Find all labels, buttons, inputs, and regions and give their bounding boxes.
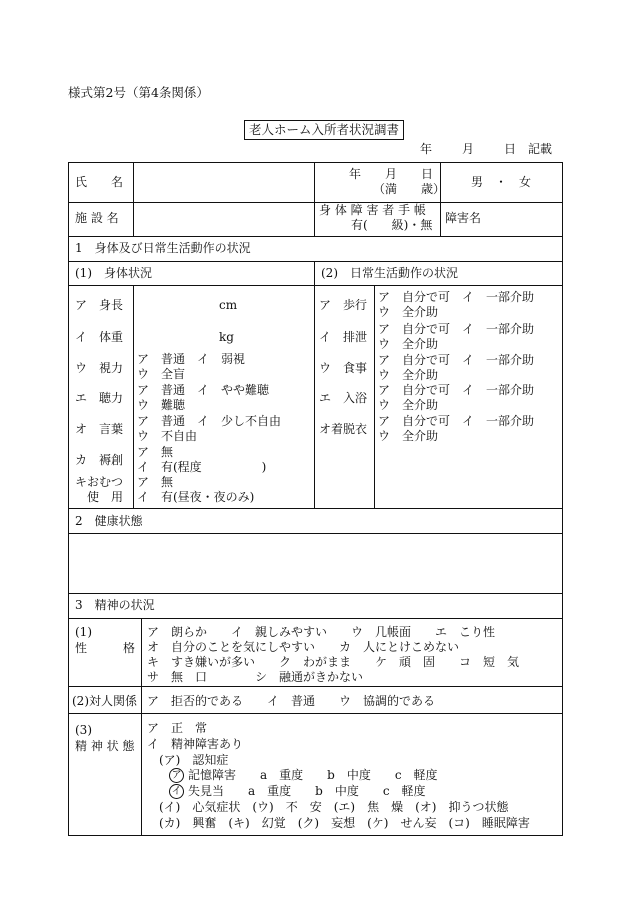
age-label: （満 歳）: [373, 182, 446, 196]
adl-item-options: ウ 全介助: [378, 305, 439, 319]
adl-item-options: ウ 全介助: [378, 368, 439, 382]
section3-title: 3 精神の状況: [75, 598, 155, 612]
disorientation-text: 失見当 a 重度 b 中度 c 軽度: [188, 784, 426, 798]
adl-item-options: ア 自分で可 イ 一部介助: [378, 322, 535, 336]
adl-item-label: イ 排泄: [319, 330, 368, 344]
document-title: 老人ホーム入所者状況調書: [244, 120, 404, 140]
body-item-options: イ 有(程度 ): [137, 460, 267, 474]
body-status-heading: (1) 身体状況: [75, 266, 152, 280]
adl-item-label: オ着脱衣: [319, 422, 368, 436]
body-item-options: イ 有(昼夜・夜のみ): [137, 490, 255, 504]
section2-title: 2 健康状態: [75, 514, 143, 528]
mental-option-line: ア 正 常: [147, 721, 208, 735]
body-item-options: ウ 不自由: [137, 429, 198, 443]
mental-option-line: [169, 768, 438, 783]
mental-option-line: (イ) 心気症状 (ウ) 不 安 (エ) 焦 燥 (オ) 抑うつ状態: [159, 800, 509, 814]
body-item-options: ウ 難聴: [137, 398, 186, 412]
body-item-label: オ 言葉: [75, 422, 124, 436]
mental-option-line: イ 精神障害あり: [147, 737, 244, 751]
disability-cert-label: 身 体 障 害 者 手 帳: [319, 203, 426, 217]
personality-option-line: オ 自分のことを気にしやすい カ 人にとけこめない: [147, 640, 460, 654]
mental-option-line: (カ) 興奮 (キ) 幻覚 (ク) 妄想 (ケ) せん妄 (コ) 睡眠障害: [159, 816, 530, 830]
disability-name-label: 障害名: [445, 211, 482, 225]
date-day: 日: [504, 142, 517, 156]
body-item-label: カ 褥創: [75, 453, 124, 467]
facility-label: 施 設 名: [75, 211, 119, 225]
relations-label: (2)対人関係: [72, 694, 137, 708]
section1-title: 1 身体及び日常生活動作の状況: [75, 241, 251, 255]
sex-options: 男 ・ 女: [471, 175, 532, 189]
body-item-label: 使 用: [87, 490, 124, 504]
adl-item-options: ウ 全介助: [378, 398, 439, 412]
adl-item-label: エ 入浴: [319, 391, 368, 405]
name-label: 氏 名: [75, 175, 124, 189]
adl-status-heading: (2) 日常生活動作の状況: [321, 266, 458, 280]
personality-option-line: キ すき嫌いが多い ク わがまま ケ 頑 固 コ 短 気: [147, 655, 520, 669]
body-item-label: イ 体重: [75, 330, 124, 344]
adl-item-options: ア 自分で可 イ 一部介助: [378, 290, 535, 304]
adl-item-options: ウ 全介助: [378, 429, 439, 443]
body-item-options: ウ 全盲: [137, 367, 186, 381]
mental-option-line: (ア) 認知症: [159, 753, 229, 767]
mental-option-line: [169, 784, 426, 799]
body-item-label: キおむつ: [75, 475, 124, 489]
adl-item-label: ウ 食事: [319, 361, 368, 375]
adl-item-options: ア 自分で可 イ 一部介助: [378, 353, 535, 367]
body-item-value: kg: [219, 330, 234, 344]
body-item-options: ア 無: [137, 445, 174, 459]
form-table: [68, 162, 563, 836]
body-item-options: ア 無: [137, 475, 174, 489]
adl-item-options: ア 自分で可 イ 一部介助: [378, 414, 535, 428]
body-item-options: ア 普通 イ 少し不自由: [137, 414, 282, 428]
body-item-label: ウ 視力: [75, 361, 124, 375]
disability-cert-grade: 有( 級)・無: [351, 218, 433, 232]
circled-mark: イ: [169, 784, 184, 799]
entry-date-line: [420, 140, 552, 157]
date-written: 記載: [528, 142, 553, 156]
date-month: 月: [462, 142, 475, 156]
body-item-label: エ 聴力: [75, 391, 124, 405]
mental-label: (3): [75, 723, 92, 737]
adl-item-options: ア 自分で可 イ 一部介助: [378, 383, 535, 397]
mental-label: 精 神 状 態: [75, 739, 135, 753]
form-number: 様式第2号（第4条関係）: [68, 85, 209, 100]
personality-option-line: サ 無 口 シ 融通がきかない: [147, 670, 364, 684]
birthdate-label: 年 月 日: [349, 167, 434, 181]
relations-options: ア 拒否的である イ 普通 ウ 協調的である: [147, 694, 436, 708]
body-item-value: cm: [219, 298, 238, 312]
date-year: 年: [420, 142, 433, 156]
adl-item-options: ウ 全介助: [378, 337, 439, 351]
adl-item-label: ア 歩行: [319, 298, 368, 312]
memory-impairment-text: 記憶障害 a 重度 b 中度 c 軽度: [188, 768, 438, 782]
circled-mark: ア: [169, 768, 184, 783]
body-item-options: ア 普通 イ 弱視: [137, 352, 246, 366]
personality-label: 性 格: [75, 641, 136, 655]
personality-label: (1): [75, 625, 92, 639]
personality-option-line: ア 朗らか イ 親しみやすい ウ 几帳面 エ こり性: [147, 625, 496, 639]
body-item-label: ア 身長: [75, 298, 124, 312]
body-item-options: ア 普通 イ やや難聴: [137, 383, 270, 397]
